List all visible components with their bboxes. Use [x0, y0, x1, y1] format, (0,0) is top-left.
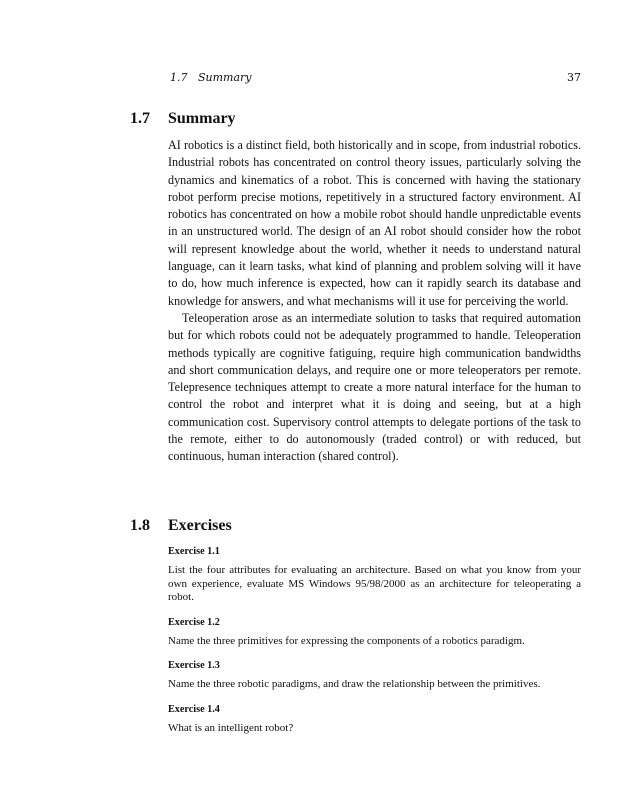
summary-body — [168, 137, 581, 466]
summary-paragraph-2: Teleoperation arose as an intermediate solution to tasks that required automation but for which robots could not be adequately programmed to handle. Teleoperation methods typically are cognitive fatiguing, require high communication bandwidths and short communication delays, and require one or more teleoperators per remote. Telepresence techniques attempt to create a more natural interface for the human to control the robot and interpret what it is doing and seeing, but at a high communication cost. Supervisory control attempts to delegate portions of the task to the remote, either to do autonomously (traded control) or with reduced, but continuous, human interaction (shared control). — [168, 310, 581, 464]
summary-paragraph-1: AI robotics is a distinct field, both historically and in scope, from industrial robotics. Industrial robots has concentrated on control theory issues, particularly solving the dynamics and kinematics of a robot. This is concerned with having the stationary robot perform precise motions, repetitively in a structured factory environment. AI robotics has concentrated on how a mobile robot should handle unpredictable events in an unstructured world. The design of an AI robot should consider how the robot will represent knowledge about the world, whether it needs to understand natural language, can it learn tasks, what kind of planning and problem solving will it have to do, how much inference is expected, how can it rapidly search its database and knowledge for answers, and what mechanisms will it use for perceiving the world. — [168, 138, 581, 308]
exercise-title: Exercise 1.2 — [168, 616, 220, 628]
exercise-text: List the four attributes for evaluating an architecture. Based on what you know from your own experience, evaluate MS Windows 95/98/2000 as an architecture for teleoperating a robot. — [168, 564, 581, 603]
exercise-text: Name the three primitives for expressing the components of a robotics paradigm. — [168, 634, 525, 647]
exercise-list — [168, 545, 581, 746]
running-head — [170, 71, 581, 85]
exercise-item — [168, 616, 581, 649]
section-heading-summary — [130, 109, 236, 129]
section-number: 1.7 — [130, 110, 150, 127]
section-title: Summary — [168, 110, 236, 127]
section-number: 1.8 — [130, 517, 150, 534]
exercise-title: Exercise 1.3 — [168, 660, 220, 671]
exercise-text: Name the three robotic paradigms, and draw the relationship between the primitives. — [168, 678, 541, 690]
exercise-title: Exercise 1.4 — [168, 703, 220, 715]
section-heading-exercises — [130, 516, 232, 536]
exercise-text: What is an intelligent robot? — [168, 721, 294, 734]
exercise-title: Exercise 1.1 — [168, 546, 220, 557]
exercise-item — [168, 545, 581, 605]
running-head-section: 1.7 Summary — [170, 71, 252, 84]
exercise-item — [168, 659, 581, 692]
section-title: Exercises — [168, 517, 232, 534]
page-number: 37 — [567, 71, 581, 84]
exercise-item — [168, 703, 581, 736]
